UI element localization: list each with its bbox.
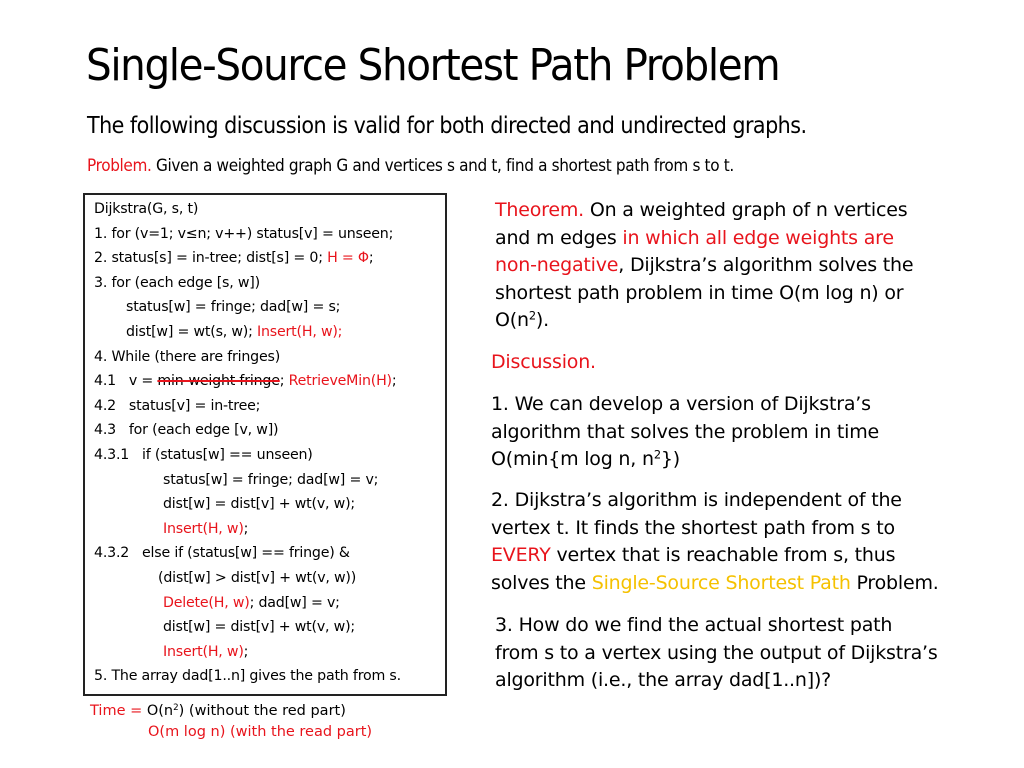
pseudocode-line (158, 570, 356, 586)
item2-text-4c: Problem. (850, 571, 939, 594)
pseudocode-line (94, 545, 350, 561)
pseudocode-line (94, 201, 198, 217)
pseudocode-segment: ; (243, 643, 249, 660)
pseudocode-segment: Dijkstra(G, s, t) (94, 201, 199, 217)
pseudocode-line (126, 299, 340, 315)
pseudocode-segment: Insert(H, w) (163, 520, 244, 537)
item1-line-1: 1. We can develop a version of Dijkstra’s (491, 393, 871, 415)
pseudocode-segment: 1. for (v=1; v≤n; v++) status[v] = unseen; (94, 225, 394, 242)
time-label: Time = (90, 703, 147, 719)
pseudocode-segment: (dist[w] > dist[v] + wt(v, w)) (158, 570, 357, 586)
theorem-line-5 (495, 307, 913, 335)
time-complexity-note (90, 703, 346, 719)
theorem-line-4: shortest path problem in time O(m log n) or (495, 281, 904, 304)
pseudocode-line (163, 619, 355, 635)
theorem-label: Theorem. (495, 199, 584, 221)
pseudocode-segment: Insert(H, w) (163, 643, 244, 660)
theorem-text-5a: O(n (495, 309, 529, 331)
discussion-label: Discussion. (491, 351, 596, 373)
pseudocode-line (163, 472, 378, 488)
pseudocode-line (94, 398, 260, 414)
pseudocode-line (94, 349, 280, 365)
pseudocode-line (126, 324, 342, 340)
item3-line-3: algorithm (i.e., the array dad[1..n])? (495, 669, 832, 691)
item2-text-4b: Single-Source Shortest Path (591, 571, 851, 594)
item2-line-3 (491, 542, 939, 570)
pseudocode-segment: 2. status[s] = in-tree; dist[s] = 0; (94, 250, 328, 267)
pseudocode-segment: dist[w] = dist[v] + wt(v, w); (163, 496, 355, 513)
discussion-item-1 (491, 391, 879, 474)
item2-line-1: 2. Dijkstra’s algorithm is independent of the (491, 489, 902, 511)
pseudocode-segment: 4.3.1 if (status[w] == unseen) (94, 447, 313, 463)
item1-line-3 (491, 446, 879, 474)
pseudocode-segment: status[w] = fringe; dad[w] = s; (126, 299, 341, 316)
item2-text-3b: vertex that is reachable from s, thus (550, 544, 896, 566)
pseudocode-segment: 4.3 for (each edge [v, w]) (94, 422, 279, 439)
theorem-line-3 (495, 252, 913, 280)
theorem-text-3a: non-negative (495, 254, 619, 276)
slide-subtitle: The following discussion is valid for both directed and undirected graphs. (87, 113, 807, 139)
theorem-paragraph (495, 197, 913, 335)
pseudocode-segment: min-weight fringe (157, 373, 280, 390)
item2-line-4 (491, 570, 939, 598)
discussion-item-2 (491, 487, 939, 597)
theorem-text-3b: , Dijkstra’s algorithm solves the (618, 254, 914, 276)
pseudocode-line (94, 373, 396, 389)
pseudocode-segment: 5. The array dad[1..n] gives the path from s. (94, 668, 401, 685)
time-line1-prefix: O(n (146, 703, 174, 719)
pseudocode-line (94, 668, 401, 684)
pseudocode-line (94, 226, 393, 242)
pseudocode-segment: Delete(H, w) (163, 594, 250, 611)
pseudocode-segment: ; dad[w] = v; (249, 594, 340, 611)
pseudocode-line (163, 521, 248, 537)
problem-label: Problem. (87, 156, 152, 176)
pseudocode-segment: ; (243, 520, 249, 537)
pseudocode-segment: Insert(H, w); (257, 324, 343, 340)
pseudocode-segment: 4. While (there are fringes) (94, 348, 281, 365)
pseudocode-segment: H = Φ (327, 250, 369, 267)
pseudocode-segment: dist[w] = dist[v] + wt(v, w); (163, 619, 355, 636)
pseudocode-line (94, 422, 278, 438)
pseudocode-segment: ; (368, 250, 374, 267)
item2-text-3a: EVERY (491, 544, 551, 566)
pseudocode-line (94, 447, 313, 463)
discussion-item-3 (495, 612, 938, 695)
pseudocode-segment: status[w] = fringe; dad[w] = v; (163, 471, 379, 488)
theorem-text-5b: ). (535, 309, 549, 331)
pseudocode-line (94, 250, 373, 266)
problem-text: Given a weighted graph G and vertices s and t, find a shortest path from s to t. (151, 156, 734, 176)
pseudocode-segment: 4.2 status[v] = in-tree; (94, 397, 261, 414)
item3-line-2: from s to a vertex using the output of Dijkstra’s (495, 641, 938, 664)
item2-line-2: vertex t. It finds the shortest path from s to (491, 516, 895, 539)
theorem-text-1: On a weighted graph of n vertices (584, 199, 908, 221)
theorem-text-2a: and m edges (495, 226, 623, 249)
pseudocode-segment: 4.1 v = (94, 373, 158, 390)
item1-line-2: algorithm that solves the problem in time (491, 420, 879, 443)
time-line1-sup: 2 (173, 703, 179, 714)
pseudocode-segment: RetrieveMin(H) (288, 373, 392, 390)
theorem-sup: 2 (528, 308, 536, 323)
theorem-line-2 (495, 225, 913, 253)
pseudocode-segment: dist[w] = wt(s, w); (126, 324, 258, 340)
pseudocode-segment: ; (279, 373, 289, 390)
item3-line-1: 3. How do we find the actual shortest path (495, 614, 893, 636)
theorem-line-1 (495, 197, 913, 225)
pseudocode-line (94, 275, 260, 291)
problem-statement (87, 156, 734, 176)
pseudocode-line (163, 595, 340, 611)
theorem-text-2b: in which all edge weights are (622, 226, 894, 249)
pseudocode-line (163, 644, 248, 660)
item2-text-4a: solves the (491, 571, 592, 594)
pseudocode-line (163, 496, 355, 512)
pseudocode-segment: 4.3.2 else if (status[w] == fringe) & (94, 545, 350, 562)
time-complexity-note-red: O(m log n) (with the read part) (148, 724, 373, 740)
item1-text-3b: }) (660, 448, 680, 470)
item1-sup: 2 (653, 447, 661, 462)
pseudocode-segment: ; (391, 373, 397, 390)
slide-title: Single-Source Shortest Path Problem (86, 40, 780, 91)
pseudocode-segment: 3. for (each edge [s, w]) (94, 274, 260, 291)
item1-text-3a: O(min{m log n, n (491, 448, 654, 470)
time-line1-suffix: ) (without the red part) (178, 703, 346, 719)
